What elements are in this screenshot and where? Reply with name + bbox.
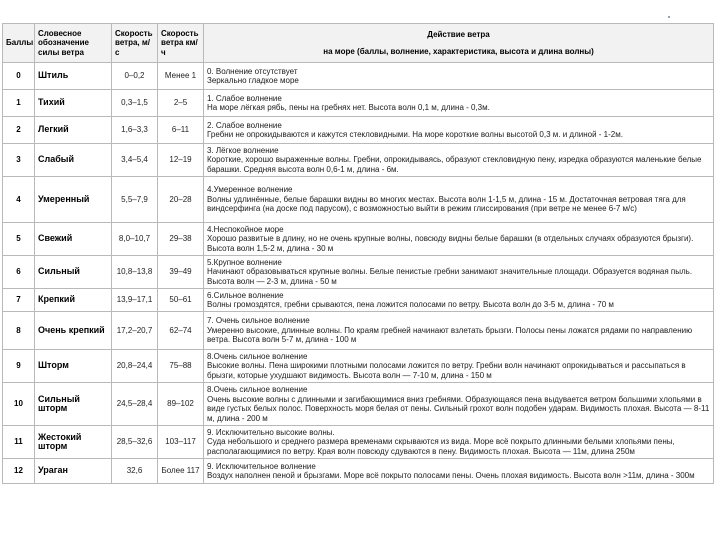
row-effect-text: Волны громоздятся, гребни срываются, пена ложится полосами по ветру. Высота волн до 3-5 м, длина - 70 м bbox=[207, 300, 614, 309]
row-name: Свежий bbox=[35, 223, 112, 256]
row-effect-text: Короткие, хорошо выраженные волны. Гребни, опрокидываясь, образуют стекловидную пену, изредка образуются маленькие белые барашки. Средняя высота волн 0,6-1 м, длина - 6м. bbox=[207, 155, 702, 174]
row-balls: 9 bbox=[3, 350, 35, 383]
row-speed-kmh: 103–117 bbox=[158, 426, 204, 459]
row-effect-text: Воздух наполнен пеной и брызгами. Море всё покрыто полосами пены. Очень плохая видимость. Высота волн >11м, длина - 300м bbox=[207, 471, 695, 480]
row-speed-kmh: 75–88 bbox=[158, 350, 204, 383]
row-speed-ms: 3,4–5,4 bbox=[112, 144, 158, 177]
row-effect bbox=[204, 177, 714, 223]
row-effect-title: 8.Очень сильное волнение bbox=[207, 351, 308, 361]
row-name: Крепкий bbox=[35, 289, 112, 312]
row-effect-text: Очень высокие волны с длинными и загибающимися вниз гребнями. Образующаяся пена выдувается ветром большими хлопьями в виде густых белых полос. Поверхность моря белая от пены. Сильный грохот волн подобен ударам. Видимость плохая. Высота — 8-11 м, длина - 200 м bbox=[207, 394, 710, 423]
table-row bbox=[3, 459, 714, 484]
table-body bbox=[3, 63, 714, 484]
row-speed-kmh: 2–5 bbox=[158, 90, 204, 117]
row-speed-ms: 28,5–32,6 bbox=[112, 426, 158, 459]
row-effect-text: Зеркально гладкое море bbox=[207, 76, 299, 85]
row-speed-kmh: Более 117 bbox=[158, 459, 204, 484]
row-speed-ms: 0,3–1,5 bbox=[112, 90, 158, 117]
row-speed-kmh: 50–61 bbox=[158, 289, 204, 312]
header-speed-ms: Скорость ветра, м/с bbox=[112, 24, 158, 63]
row-effect-title: 6.Сильное волнение bbox=[207, 290, 284, 300]
row-balls: 12 bbox=[3, 459, 35, 484]
row-effect-title: 9. Исключительное волнение bbox=[207, 461, 316, 471]
row-balls: 8 bbox=[3, 312, 35, 350]
row-speed-ms: 8,0–10,7 bbox=[112, 223, 158, 256]
row-effect-text: Умеренно высокие, длинные волны. По краям гребней начинают взлетать брызги. Полосы пены ложатся рядами по направлению ветра. Высота волн 5-7 м, длина - 100 м bbox=[207, 325, 693, 345]
row-name: Слабый bbox=[35, 144, 112, 177]
row-balls: 7 bbox=[3, 289, 35, 312]
table-row bbox=[3, 256, 714, 289]
header-balls: Баллы bbox=[3, 24, 35, 63]
row-speed-ms: 24,5–28,4 bbox=[112, 383, 158, 426]
row-balls: 1 bbox=[3, 90, 35, 117]
header-effect-subtitle: на море (баллы, волнение, характеристика, высота и длина волны) bbox=[323, 47, 594, 56]
row-effect bbox=[204, 223, 714, 256]
row-name: Жестокий шторм bbox=[35, 426, 112, 459]
header-name: Словесное обозначение силы ветра bbox=[35, 24, 112, 63]
table-row bbox=[3, 312, 714, 350]
row-speed-ms: 5,5–7,9 bbox=[112, 177, 158, 223]
row-effect-title: 4.Умеренное волнение bbox=[207, 185, 293, 195]
row-effect bbox=[204, 256, 714, 289]
row-effect-title: 5.Крупное волнение bbox=[207, 257, 282, 267]
row-effect bbox=[204, 383, 714, 426]
row-speed-ms: 1,6–3,3 bbox=[112, 117, 158, 144]
row-speed-kmh: 62–74 bbox=[158, 312, 204, 350]
row-effect-title: 7. Очень сильное волнение bbox=[207, 316, 310, 326]
header-effect-title: Действие ветра bbox=[427, 29, 490, 39]
table-row bbox=[3, 223, 714, 256]
row-speed-kmh: 12–19 bbox=[158, 144, 204, 177]
row-effect-title: 0. Волнение отсутствует bbox=[207, 66, 298, 76]
row-speed-kmh: Менее 1 bbox=[158, 63, 204, 90]
row-speed-kmh: 20–28 bbox=[158, 177, 204, 223]
row-effect bbox=[204, 144, 714, 177]
row-balls: 2 bbox=[3, 117, 35, 144]
row-balls: 11 bbox=[3, 426, 35, 459]
row-name: Сильный шторм bbox=[35, 383, 112, 426]
row-speed-kmh: 39–49 bbox=[158, 256, 204, 289]
row-effect-text: Суда небольшого и среднего размера временами скрываются из вида. Море всё покрыто длинными белыми хлопьями пены, располагающимися по ветру. Края волн повсюду сдуваются в пену. Видимость плохая. Высота — 11м, длина 250м bbox=[207, 437, 675, 456]
row-name: Умеренный bbox=[35, 177, 112, 223]
row-effect-title: 3. Лёгкое волнение bbox=[207, 145, 279, 155]
row-speed-ms: 20,8–24,4 bbox=[112, 350, 158, 383]
header-speed-kmh: Скорость ветра км/ч bbox=[158, 24, 204, 63]
row-balls: 5 bbox=[3, 223, 35, 256]
table-row bbox=[3, 289, 714, 312]
row-effect-text: На море лёгкая рябь, пены на гребнях нет. Высота волн 0,1 м, длина - 0,3м. bbox=[207, 103, 490, 112]
row-effect-title: 8.Очень сильное волнение bbox=[207, 385, 308, 394]
row-effect bbox=[204, 117, 714, 144]
row-effect-text: Высокие волны. Пена широкими плотными полосами ложится по ветру. Гребни волн начинают опрокидываться и рассыпаться в брызги, которые ухудшают видимость. Высота волн — 7-10 м, длина - 150 м bbox=[207, 361, 686, 380]
table-row bbox=[3, 350, 714, 383]
row-effect-title: 2. Слабое волнение bbox=[207, 120, 282, 130]
table-row bbox=[3, 426, 714, 459]
row-name: Ураган bbox=[35, 459, 112, 484]
row-effect-text: Хорошо развитые в длину, но не очень крупные волны, повсюду видны белые барашки (в отдельных случаях образуются брызги). Высота волн 1,5-2 м, длина - 30 м bbox=[207, 234, 694, 253]
row-name: Тихий bbox=[35, 90, 112, 117]
table-row bbox=[3, 383, 714, 426]
row-balls: 0 bbox=[3, 63, 35, 90]
row-name: Штиль bbox=[35, 63, 112, 90]
row-name: Шторм bbox=[35, 350, 112, 383]
row-name: Легкий bbox=[35, 117, 112, 144]
row-effect bbox=[204, 459, 714, 484]
row-speed-kmh: 29–38 bbox=[158, 223, 204, 256]
table-row bbox=[3, 144, 714, 177]
row-effect bbox=[204, 312, 714, 350]
table-row bbox=[3, 63, 714, 90]
table-row bbox=[3, 117, 714, 144]
row-effect bbox=[204, 426, 714, 459]
row-speed-ms: 10,8–13,8 bbox=[112, 256, 158, 289]
row-effect bbox=[204, 289, 714, 312]
row-name: Сильный bbox=[35, 256, 112, 289]
table-row bbox=[3, 177, 714, 223]
row-effect-text: Начинают образовываться крупные волны. Белые пенистые гребни занимают значительные площади. Образуется водяная пыль. Высота волн — 2-3 м, длина - 50 м bbox=[207, 267, 693, 286]
row-effect-text: Гребни не опрокидываются и кажутся стекловидными. На море короткие волны высотой 0,3 м. и длиной - 1-2м. bbox=[207, 130, 623, 139]
row-effect-title: 9. Исключительно высокие волны. bbox=[207, 427, 335, 437]
row-effect bbox=[204, 63, 714, 90]
row-name: Очень крепкий bbox=[35, 312, 112, 350]
row-speed-ms: 17,2–20,7 bbox=[112, 312, 158, 350]
row-effect bbox=[204, 350, 714, 383]
beaufort-scale-table bbox=[2, 23, 714, 484]
row-balls: 6 bbox=[3, 256, 35, 289]
row-speed-kmh: 89–102 bbox=[158, 383, 204, 426]
row-balls: 4 bbox=[3, 177, 35, 223]
row-balls: 3 bbox=[3, 144, 35, 177]
table-row bbox=[3, 90, 714, 117]
row-effect-title: 1. Слабое волнение bbox=[207, 93, 282, 103]
table-header bbox=[3, 24, 714, 63]
row-balls: 10 bbox=[3, 383, 35, 426]
row-speed-ms: 0–0,2 bbox=[112, 63, 158, 90]
row-effect-text: Волны удлинённые, белые барашки видны во многих местах. Высота волн 1-1,5 м, длина - 15 м. Достаточная ветровая тяга для виндсерфинга (на доске под парусом), с возможностью выйти в режим глиссирования (при ветре не менее 6-7 м/с) bbox=[207, 194, 686, 214]
row-speed-kmh: 6–11 bbox=[158, 117, 204, 144]
row-effect bbox=[204, 90, 714, 117]
row-effect-title: 4.Неспокойное море bbox=[207, 224, 284, 234]
row-speed-ms: 32,6 bbox=[112, 459, 158, 484]
row-speed-ms: 13,9–17,1 bbox=[112, 289, 158, 312]
header-effect bbox=[204, 24, 714, 63]
corner-mark bbox=[668, 16, 670, 18]
